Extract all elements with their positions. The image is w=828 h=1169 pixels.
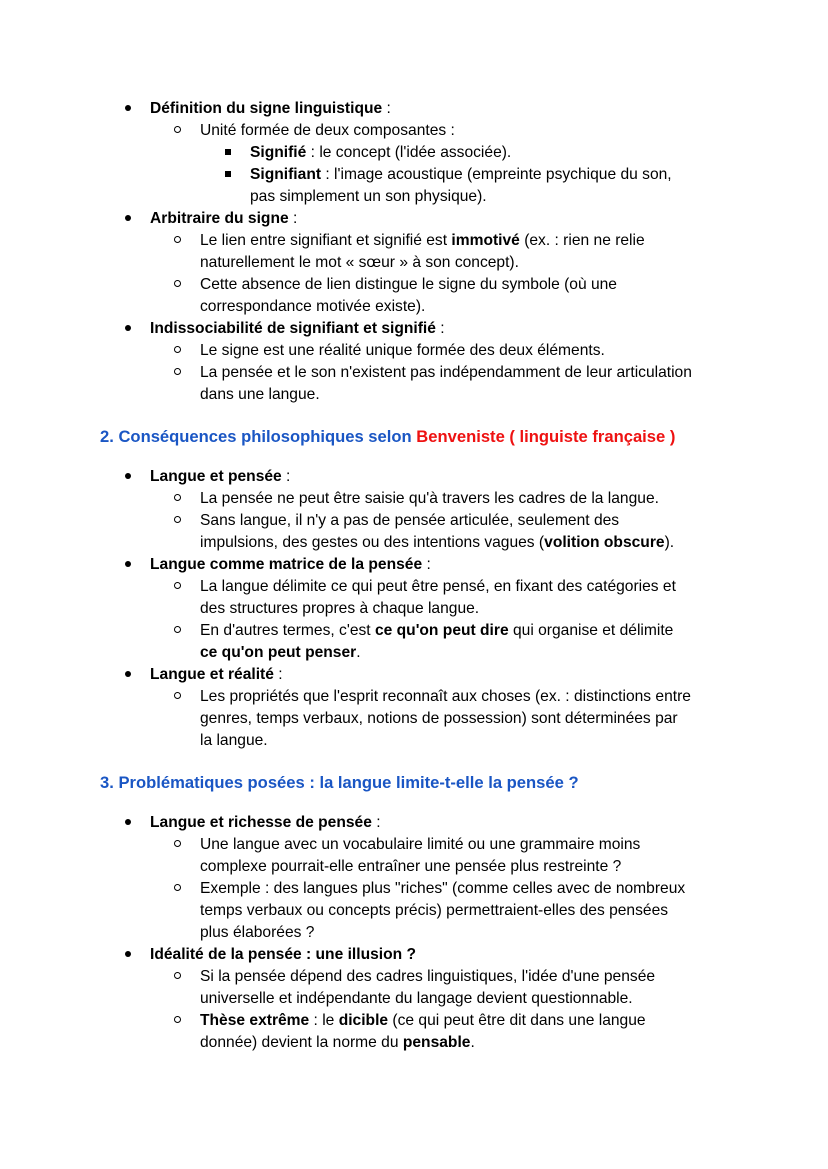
bullet-circle-icon — [174, 488, 181, 510]
bullet-circle-icon — [174, 230, 181, 252]
list-item-continuation: la langue. — [200, 732, 268, 749]
list-item: Langue et réalité : — [0, 664, 828, 686]
list-item-continuation: complexe pourrait-elle entraîner une pensée plus restreinte ? — [200, 858, 622, 875]
list-item: Le lien entre signifiant et signifié est immotivé (ex. : rien ne relie — [0, 230, 828, 252]
section-consequences-philosophiques — [0, 426, 828, 752]
bullet-circle-icon — [174, 274, 181, 296]
bullet-dot-icon — [125, 318, 131, 340]
bullet-circle-icon — [174, 620, 181, 642]
section-heading: 2. Conséquences philosophiques selon Benveniste ( linguiste française ) — [100, 427, 676, 446]
list-item: En d'autres termes, c'est ce qu'on peut dire qui organise et délimite — [0, 620, 828, 642]
list-item-continuation: naturellement le mot « sœur » à son concept). — [200, 254, 519, 271]
item-title: Indissociabilité de signifiant et signifié — [150, 320, 436, 337]
list-item: La pensée ne peut être saisie qu'à travers les cadres de la langue. — [0, 488, 828, 510]
list-item-continuation: correspondance motivée existe). — [200, 298, 426, 315]
bullet-circle-icon — [174, 686, 181, 708]
item-title: Langue comme matrice de la pensée — [150, 556, 423, 573]
list-item: Exemple : des langues plus "riches" (comme celles avec de nombreux — [0, 878, 828, 900]
list-item — [0, 944, 828, 966]
document-page — [0, 98, 828, 1054]
list-item: Arbitraire du signe : — [0, 208, 828, 230]
bullet-circle-icon — [174, 878, 181, 900]
item-title: Langue et richesse de pensée — [150, 814, 372, 831]
list-item-continuation: universelle et indépendante du langage devient questionnable. — [200, 990, 633, 1007]
section-heading: 3. Problématiques posées : la langue limite-t-elle la pensée ? — [100, 773, 579, 792]
list-item: Indissociabilité de signifiant et signifié : — [0, 318, 828, 340]
bullet-circle-icon — [174, 510, 181, 532]
bullet-circle-icon — [174, 966, 181, 988]
list-item: La pensée et le son n'existent pas indépendamment de leur articulation — [0, 362, 828, 384]
list-item: Thèse extrême : le dicible (ce qui peut être dit dans une langue — [0, 1010, 828, 1032]
list-item-continuation: pas simplement un son physique). — [250, 188, 487, 205]
item-title: Arbitraire du signe — [150, 210, 289, 227]
list-item: Définition du signe linguistique : — [0, 98, 828, 120]
item-title: Idéalité de la pensée : une illusion ? — [150, 946, 417, 963]
bullet-dot-icon — [125, 466, 131, 488]
bullet-square-icon — [225, 164, 231, 186]
list-item: Signifié : le concept (l'idée associée). — [0, 142, 828, 164]
bullet-dot-icon — [125, 554, 131, 576]
list-item-continuation: ce qu'on peut penser. — [200, 644, 361, 661]
list-item: Sans langue, il n'y a pas de pensée articulée, seulement des — [0, 510, 828, 532]
list-item: Les propriétés que l'esprit reconnaît aux choses (ex. : distinctions entre — [0, 686, 828, 708]
list-item-continuation: des structures propres à chaque langue. — [200, 600, 480, 617]
item-title: Définition du signe linguistique — [150, 100, 383, 117]
list-item-continuation: donnée) devient la norme du pensable. — [200, 1034, 475, 1051]
list-item-continuation: dans une langue. — [200, 386, 320, 403]
section-problematiques — [0, 772, 828, 1054]
bullet-dot-icon — [125, 98, 131, 120]
item-title: Langue et réalité — [150, 666, 274, 683]
bullet-dot-icon — [125, 664, 131, 686]
item-title: Langue et pensée — [150, 468, 282, 485]
bullet-circle-icon — [174, 120, 181, 142]
list-item: Unité formée de deux composantes : — [0, 120, 828, 142]
bullet-dot-icon — [125, 208, 131, 230]
list-item: Cette absence de lien distingue le signe du symbole (où une — [0, 274, 828, 296]
list-item-continuation: plus élaborées ? — [200, 924, 315, 941]
list-item-continuation: temps verbaux ou concepts précis) permettraient-elles des pensées — [200, 902, 669, 919]
bullet-dot-icon — [125, 944, 131, 966]
list-item: Le signe est une réalité unique formée des deux éléments. — [0, 340, 828, 362]
list-item: La langue délimite ce qui peut être pensé, en fixant des catégories et — [0, 576, 828, 598]
list-item: Langue et pensée : — [0, 466, 828, 488]
bullet-square-icon — [225, 142, 231, 164]
list-item-continuation: impulsions, des gestes ou des intentions vagues (volition obscure). — [200, 534, 675, 551]
bullet-dot-icon — [125, 812, 131, 834]
list-item: Langue et richesse de pensée : — [0, 812, 828, 834]
list-item: Si la pensée dépend des cadres linguistiques, l'idée d'une pensée — [0, 966, 828, 988]
bullet-circle-icon — [174, 1010, 181, 1032]
heading-highlight: Benveniste ( linguiste française ) — [416, 427, 676, 446]
bullet-circle-icon — [174, 834, 181, 856]
list-item: Une langue avec un vocabulaire limité ou une grammaire moins — [0, 834, 828, 856]
list-item: Signifiant : l'image acoustique (empreinte psychique du son, — [0, 164, 828, 186]
bullet-circle-icon — [174, 576, 181, 598]
bullet-circle-icon — [174, 340, 181, 362]
list-item: Langue comme matrice de la pensée : — [0, 554, 828, 576]
bullet-circle-icon — [174, 362, 181, 384]
list-item-continuation: genres, temps verbaux, notions de possession) sont déterminées par — [200, 710, 678, 727]
section-signe-linguistique — [0, 98, 828, 406]
